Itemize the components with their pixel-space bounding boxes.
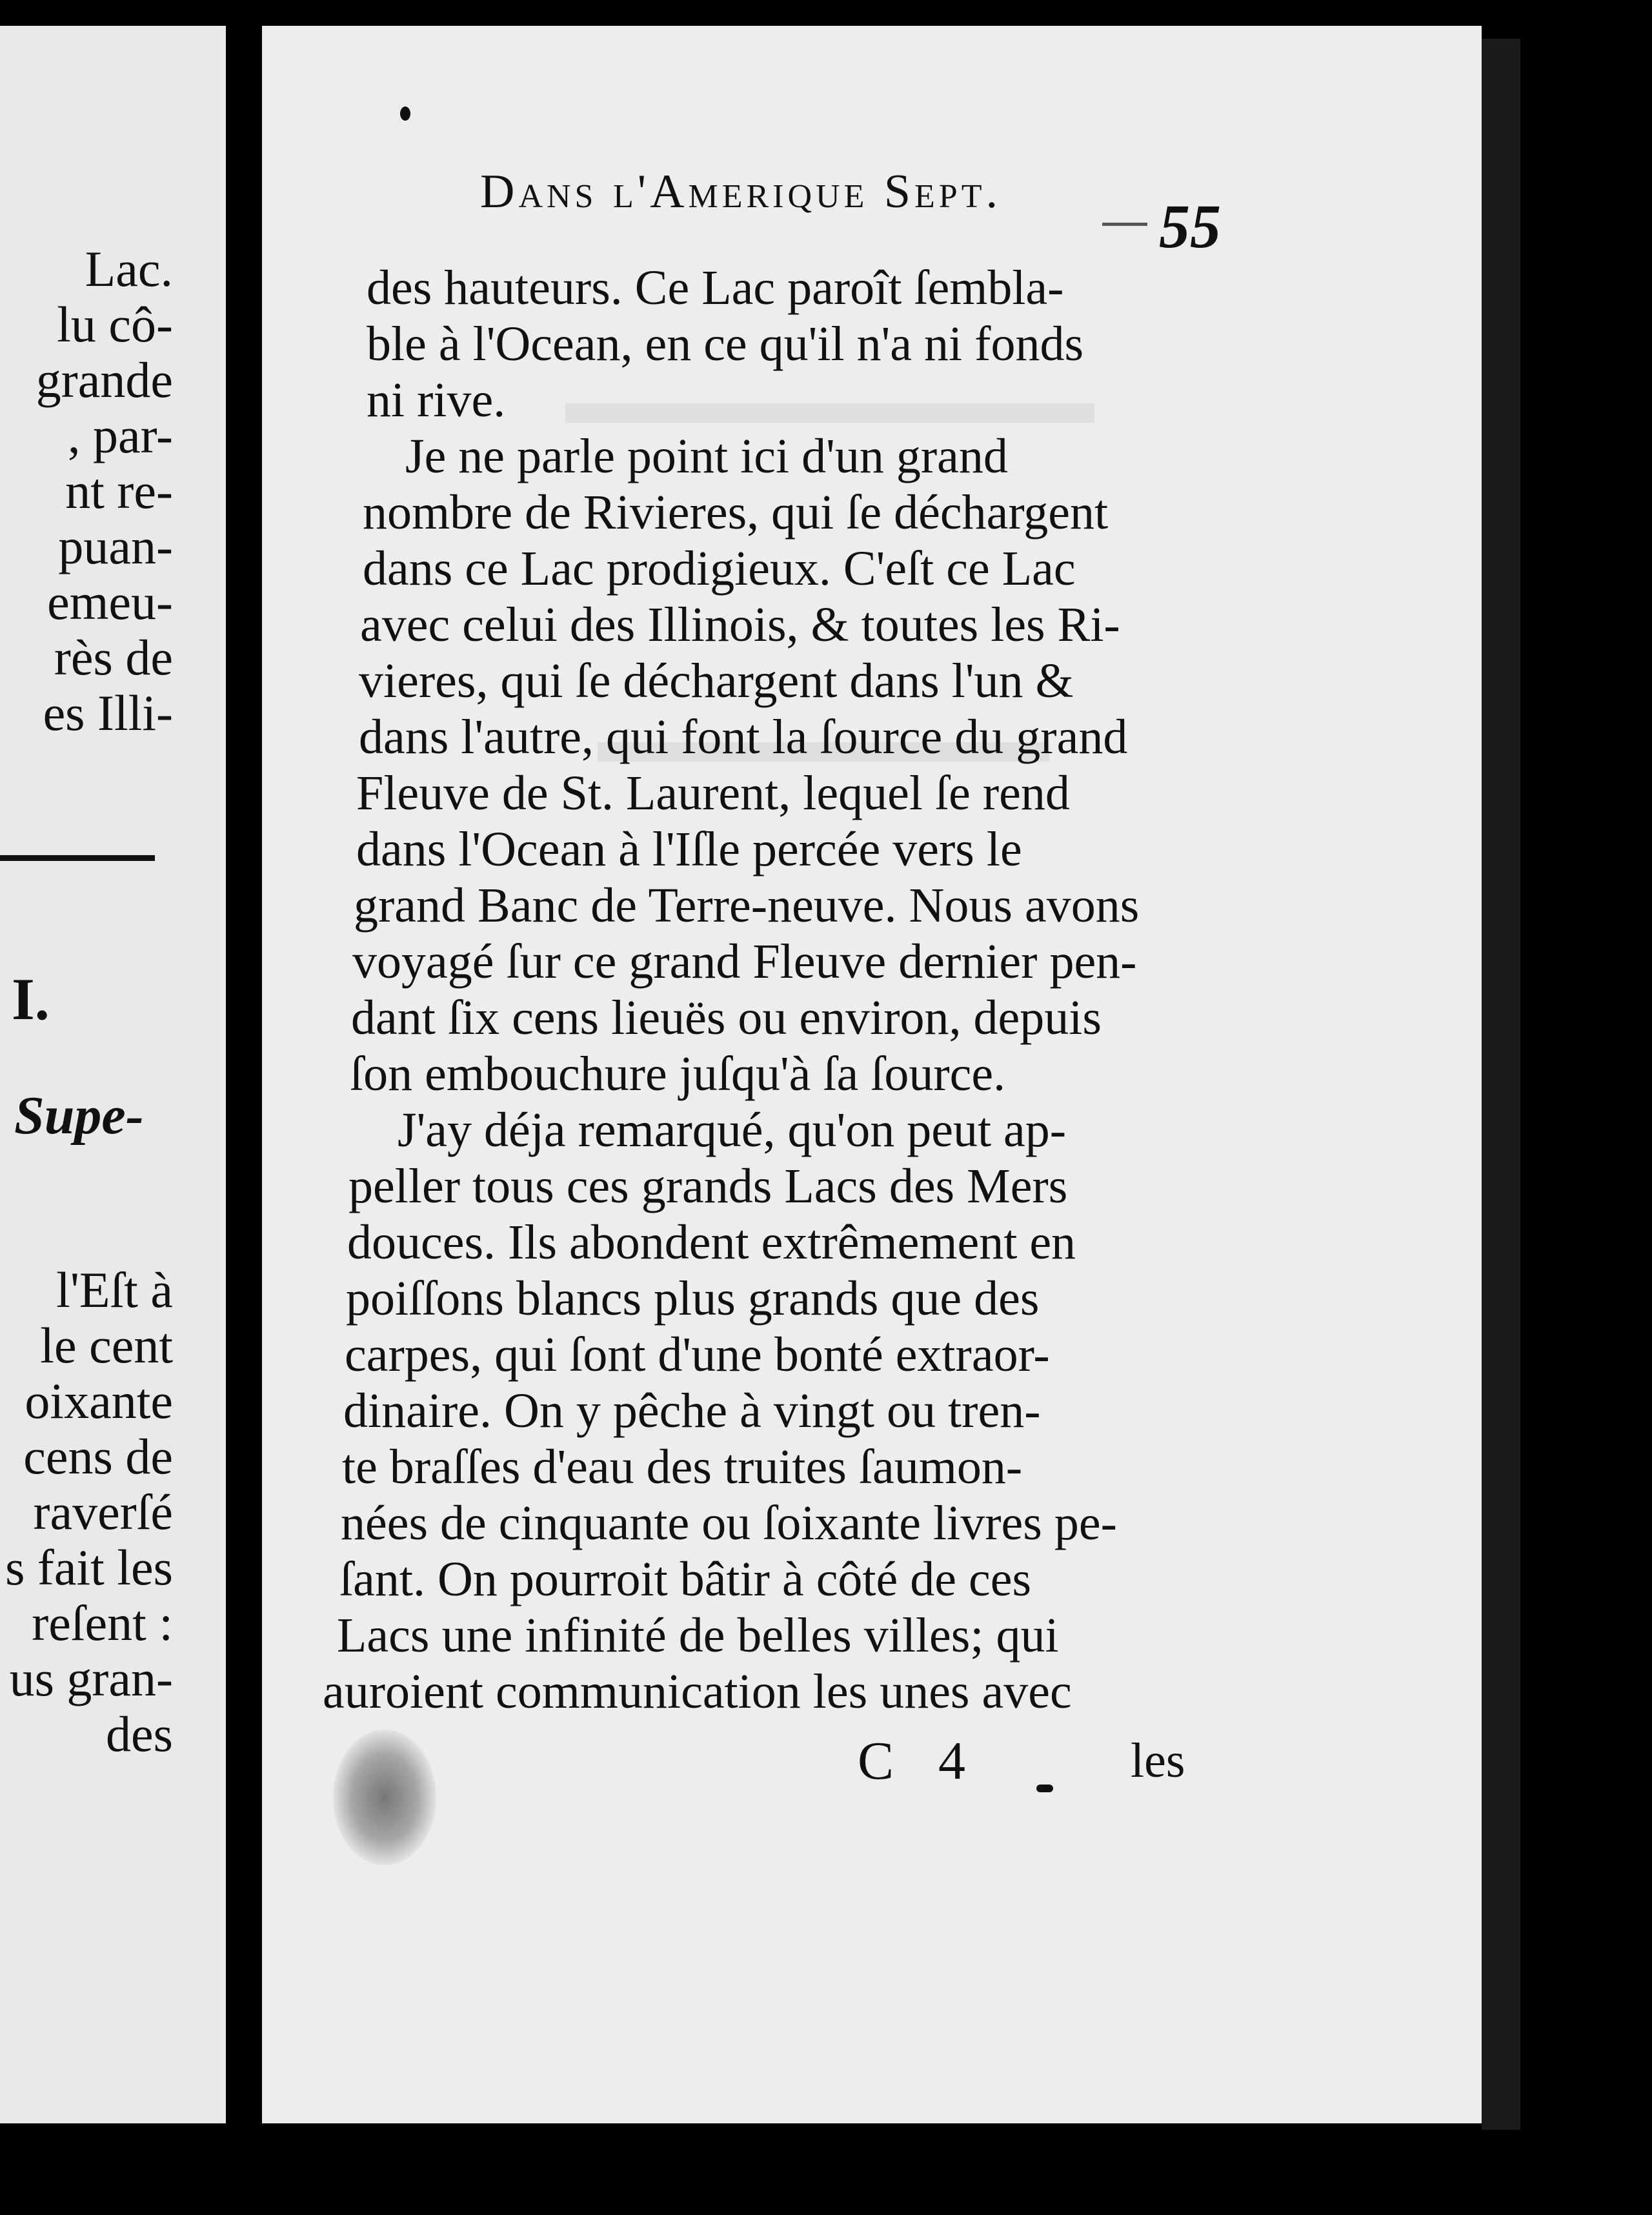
left-page-line: us gran- (9, 1650, 173, 1706)
text-line: grand Banc de Terre-neuve. Nous avons (354, 878, 1140, 933)
text-line: auroient communication les unes avec (323, 1664, 1072, 1719)
text-line: J'ay déja remarqué, qu'on peut ap- (398, 1103, 1067, 1157)
book-gutter (226, 26, 262, 2130)
text-line: des hauteurs. Ce Lac paroît ſembla- (367, 261, 1064, 315)
text-line: ble à l'Ocean, en ce qu'il n'a ni fonds (367, 317, 1084, 371)
left-page-line: lu cô- (57, 296, 173, 352)
left-page-line: grande (35, 352, 173, 408)
bleed-through (565, 403, 1094, 423)
ink-smudge (333, 1730, 436, 1865)
page-number: 55 (1159, 192, 1221, 261)
left-page-italic-word: Supe- (14, 1086, 144, 1146)
text-line: nées de cinquante ou ſoixante livres pe- (341, 1496, 1117, 1550)
text-line: dans l'Ocean à l'Iſle percée vers le (356, 822, 1022, 876)
left-page-line: , par- (67, 407, 173, 463)
text-line: ni rive. (367, 373, 506, 427)
left-page-rule (0, 855, 155, 861)
left-page-line: raverſé (33, 1484, 173, 1540)
left-page-line: puan- (58, 518, 173, 574)
page-edge-shadow (1482, 39, 1520, 2130)
running-head-dash (1102, 223, 1147, 226)
text-line: peller tous ces grands Lacs des Mers (348, 1159, 1068, 1213)
left-page-line: nt re- (65, 463, 173, 519)
left-page-line: emeu- (47, 574, 173, 630)
text-line: dans l'autre, qui font la ſource du grand (359, 710, 1128, 764)
left-page-line: s fait les (5, 1539, 173, 1595)
left-page-line: le cent (40, 1317, 173, 1373)
left-page-line: reſent : (32, 1595, 173, 1651)
text-line: ſant. On pourroit bâtir à côté de ces (339, 1552, 1032, 1606)
text-line: Fleuve de St. Laurent, lequel ſe rend (356, 766, 1070, 820)
signature-mark: C 4 (858, 1731, 982, 1791)
text-line: dans ce Lac prodigieux. C'eſt ce Lac (363, 541, 1076, 596)
text-line: Lacs une infinité de belles villes; qui (337, 1608, 1059, 1663)
text-line: dant ſix cens lieuës ou environ, depuis (351, 991, 1102, 1045)
text-line: carpes, qui ſont d'une bonté extraor- (345, 1328, 1050, 1382)
text-line: Je ne parle point ici d'un grand (405, 429, 1008, 483)
text-line: avec celui des Illinois, & toutes les Ri- (360, 598, 1120, 652)
left-page-line: es Illi- (43, 685, 173, 741)
left-page-line: oixante (25, 1373, 173, 1429)
text-line: dinaire. On y pêche à vingt ou tren- (343, 1384, 1041, 1438)
left-page-line: rès de (54, 629, 173, 685)
left-page-heading: I. (12, 966, 50, 1032)
catchword: les (1131, 1734, 1185, 1788)
ink-speck (1036, 1785, 1053, 1792)
text-line: te braſſes d'eau des truites ſaumon- (342, 1440, 1023, 1494)
text-line: douces. Ils abondent extrêmement en (347, 1215, 1076, 1269)
left-page-line: cens de (23, 1428, 173, 1484)
right-page (262, 26, 1482, 2123)
text-line: voyagé ſur ce grand Fleuve dernier pen- (352, 935, 1137, 989)
text-line: nombre de Rivieres, qui ſe déchargent (363, 485, 1109, 540)
running-head: Dans l'Amerique Sept. (480, 165, 1002, 218)
text-line: poiſſons blancs plus grands que des (346, 1271, 1040, 1326)
text-line: vieres, qui ſe déchargent dans l'un & (359, 654, 1074, 708)
text-line: ſon embouchure juſqu'à ſa ſource. (350, 1047, 1006, 1101)
left-page-line: des (106, 1706, 173, 1762)
left-page-line: l'Eſt à (56, 1262, 173, 1318)
left-page-line: Lac. (85, 241, 173, 297)
left-page-fragment (0, 26, 232, 2123)
ink-speck (400, 106, 410, 121)
